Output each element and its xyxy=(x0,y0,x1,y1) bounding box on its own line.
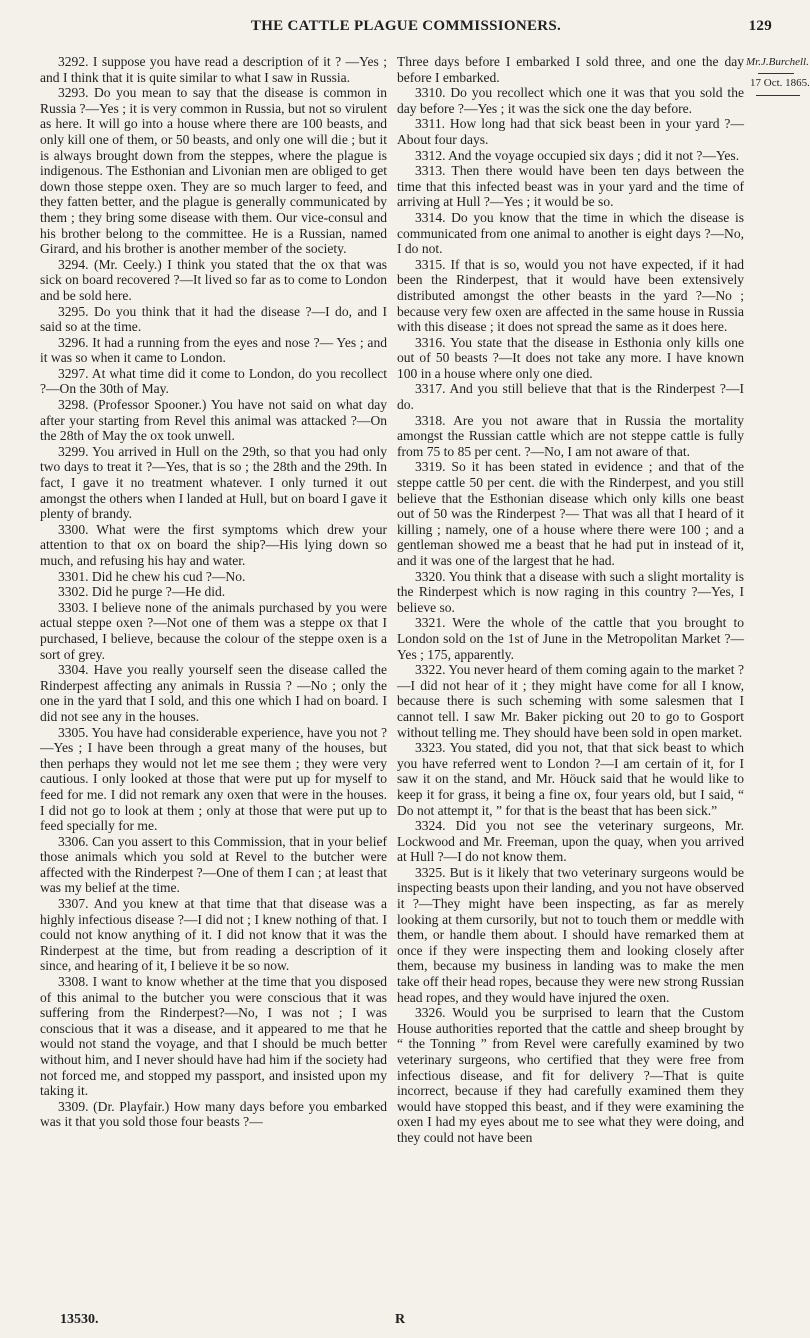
testimony-paragraph: 3326. Would you be surprised to learn that the Custom House authorities reported that the cattle and sheep brought by “ the Tonning ” from Revel were carefully examined by two veterinary surgeons, who certified that they were free from infectious disease, and fit for delivery ?—That is quite incorrect, because if they had carefully examined them they would have stopped this beast, and if they were examining the oxen I had my eyes about me to see what they were doing, and they could not have been xyxy=(397,1005,744,1145)
witness-name: Mr.J.Burchell. xyxy=(746,56,809,68)
testimony-paragraph: 3311. How long had that sick beast been in your yard ?—About four days. xyxy=(397,116,744,147)
page-header xyxy=(40,18,772,42)
margin-rule-2 xyxy=(756,95,800,96)
testimony-paragraph: 3302. Did he purge ?—He did. xyxy=(58,584,226,600)
testimony-paragraph: 3318. Are you not aware that in Russia the mortality amongst the Russian cattle which are not steppe cattle is fully from 75 to 85 per cent. ?—No, I am not aware of that. xyxy=(397,412,744,459)
testimony-paragraph: 3307. And you knew at that time that that disease was a highly infectious disease ?—I did not ; I knew nothing of that. I could not know anything of it. I did not know that it was the Rinderpest at the time, but from reading a description of it since, and hearing of it, I believe it be so now. xyxy=(40,896,387,974)
testimony-paragraph: 3319. So it has been stated in evidence ; and that of the steppe cattle 50 per cent. die with the Rinderpest, and you still believe that the Esthonian disease which only kills one beast out of 50 was the Rinderpest ?— That was all that I heard of it killing ; namely, one of a house where there were 100 ; and a gentleman showed me a beast that he had put in instead of it, and it was one of the largest that he had. xyxy=(397,459,744,568)
testimony-paragraph: 3295. Do you think that it had the disease ?—I do, and I said so at the time. xyxy=(40,303,387,335)
testimony-paragraph: 3315. If that is so, would you not have expected, if it had been the Rinderpest, that it would have been extensively distributed amongst the other beasts in the yard ?—No ; because very few oxen are affected in the same house in Russia with this disease ; it does not spread the same as it does here. xyxy=(397,256,744,335)
testimony-paragraph: 3324. Did you not see the veterinary surgeons, Mr. Lockwood and Mr. Freeman, upon the quay, when you arrived at Hull ?—I do not know them. xyxy=(397,818,744,865)
right-column xyxy=(397,54,744,1146)
testimony-paragraph: 3314. Do you know that the time in which the disease is communicated from one animal to another is eight days ?—No, I do not. xyxy=(397,209,744,257)
testimony-paragraph: 3293. Do you mean to say that the disease is common in Russia ?—Yes ; it is very common in Russia, but not so virulent as here. It will go into a house where there are 100 beasts, and only kill one of them, or 50 beasts, and only one will die ; but it is always brought down from the steppes, where the plague is indigenous. The Esthonian and Livonian men are obliged to get down those steppe oxen. They are so much larger to feed, and they fatten better, and the plague is generally communicated by them ; they bring some disease with them. Our vice-consul and his brother belong to the committee. He is a Russian, named Girard, and his brother is another member of the society. xyxy=(40,85,387,257)
testimony-paragraph: 3299. You arrived in Hull on the 29th, so that you had only two days to treat it ?—Yes, that is so ; the 28th and the 29th. In fact, I gave it no treatment whatever. I only turned it out amongst the others when I landed at Hull, but on board I gave it plenty of brandy. xyxy=(40,443,387,522)
testimony-paragraph: 3322. You never heard of them coming again to the market ?—I did not hear of it ; they might have come for all I know, because there is such scheming with some salesmen that I cannot tell. I saw Mr. Baker picking out 20 to go to Gosport without telling me. They should have been sold in open market. xyxy=(397,662,744,740)
testimony-paragraph: 3312. And the voyage occupied six days ; did it not ?—Yes. xyxy=(415,147,740,163)
margin-rule xyxy=(758,73,794,74)
testimony-paragraph: 3305. You have had considerable experience, have you not ?—Yes ; I have been through a great many of the houses, but then perhaps they would not let me see them ; they were very cautious. I only looked at those that were put up for myself to feed for me. I did not remark any oxen that were in the houses. I did not go to look at them ; only at those that were put up to feed specially for me. xyxy=(40,724,387,834)
margin-note xyxy=(746,55,810,96)
testimony-paragraph: 3310. Do you recollect which one it was that you sold the day before ?—Yes ; it was the sick one the day before. xyxy=(397,85,744,116)
testimony-paragraph: 3321. Were the whole of the cattle that you brought to London sold on the 1st of June in the Metropolitan Market ?—Yes ; 175, apparently. xyxy=(397,615,744,662)
testimony-paragraph: 3313. Then there would have been ten days between the time that this infected beast was in your yard and the time of arriving at Hull ?—Yes ; it would be so. xyxy=(397,163,744,210)
testimony-paragraph: 3323. You stated, did you not, that that sick beast to which you have referred went to London ?—I am certain of it, for I saw it on the stand, and Mr. Höuck said that he would like to keep it for grass, it being a fine ox, four years old, but I said, “ Do not attempt it, ” for that is the beast that has been sick.” xyxy=(397,740,744,818)
testimony-paragraph: 3296. It had a running from the eyes and nose ?— Yes ; and it was so when it came to London. xyxy=(40,334,387,366)
testimony-paragraph: 3304. Have you really yourself seen the disease called the Rinderpest affecting any animals in Russia ? —No ; only the one in the yard that I sold, and this one which I had on board. I did not see any in the houses. xyxy=(40,662,387,724)
testimony-paragraph: 3297. At what time did it come to London, do you recollect ?—On the 30th of May. xyxy=(40,365,387,397)
running-title: THE CATTLE PLAGUE COMMISSIONERS. xyxy=(250,18,562,34)
testimony-paragraph: 3309. (Dr. Playfair.) How many days before you embarked was it that you sold those four beasts ?— xyxy=(40,1098,387,1130)
testimony-paragraph: 3292. I suppose you have read a description of it ? —Yes ; and I think that it is quite similar to what I saw in Russia. xyxy=(40,54,387,85)
print-number: 13530. xyxy=(60,1312,99,1327)
testimony-paragraph: 3308. I want to know whether at the time that you disposed of this animal to the butcher you were conscious that it was suffering from the Rinderpest?—No, I was not ; I was conscious that it was a disease, and it appeared to me that he would not stand the voyage, and that I should be much better without him, and I never should have had him if the society had not forced me, and stopped my passport, and insisted upon my taking it. xyxy=(40,974,387,1099)
testimony-paragraph: 3298. (Professor Spooner.) You have not said on what day after your starting from Revel this animal was attacked ?—On the 28th of May the ox took unwell. xyxy=(40,397,387,444)
testimony-paragraph: Three days before I embarked I sold three, and one the day before I embarked. xyxy=(397,54,744,85)
signature-mark: R xyxy=(395,1312,406,1327)
testimony-paragraph: 3316. You state that the disease in Esthonia only kills one out of 50 beasts ?—It does not take any more. I have known 100 in a house where only one died. xyxy=(397,334,744,381)
testimony-paragraph: 3306. Can you assert to this Commission, that in your belief those animals which you sold at Revel to the butcher were affected with the Rinderpest ?—One of them I can ; at least that was my belief at the time. xyxy=(40,833,387,896)
page-number: 129 xyxy=(748,18,772,34)
hearing-date: 17 Oct. 1865. xyxy=(750,77,810,89)
testimony-paragraph: 3320. You think that a disease with such a slight mortality is the Rinderpest which is now raging in this country ?—Yes, I believe so. xyxy=(397,568,744,615)
testimony-paragraph: 3303. I believe none of the animals purchased by you were actual steppe oxen ?—Not one of them was a steppe ox that I purchased, I believe, because the colour of the steppe oxen is a sort of grey. xyxy=(40,599,387,662)
testimony-paragraph: 3325. But is it likely that two veterinary surgeons would be inspecting beasts upon their landing, and you not have observed it ?—They might have been inspecting, as far as merely looking at them cursorily, but not to touch them or meddle with them, or handle them about. I should have remarked them at once if they were inspecting them and looking closely after them, because my business in landing was to make the men take off their head ropes, because they were new strong Russian head ropes, and they would have injured the oxen. xyxy=(397,864,744,1005)
testimony-paragraph: 3301. Did he chew his cud ?—No. xyxy=(58,568,246,584)
testimony-paragraph: 3300. What were the first symptoms which drew your attention to that ox on board the ship?—His lying down so much, and refusing his hay and water. xyxy=(40,521,387,568)
testimony-paragraph: 3294. (Mr. Ceely.) I think you stated that the ox that was sick on board recovered ?—It lived so far as to come to London and be sold here. xyxy=(40,256,387,303)
testimony-paragraph: 3317. And you still believe that that is the Rinderpest ?—I do. xyxy=(397,381,744,413)
left-column xyxy=(40,54,387,1130)
